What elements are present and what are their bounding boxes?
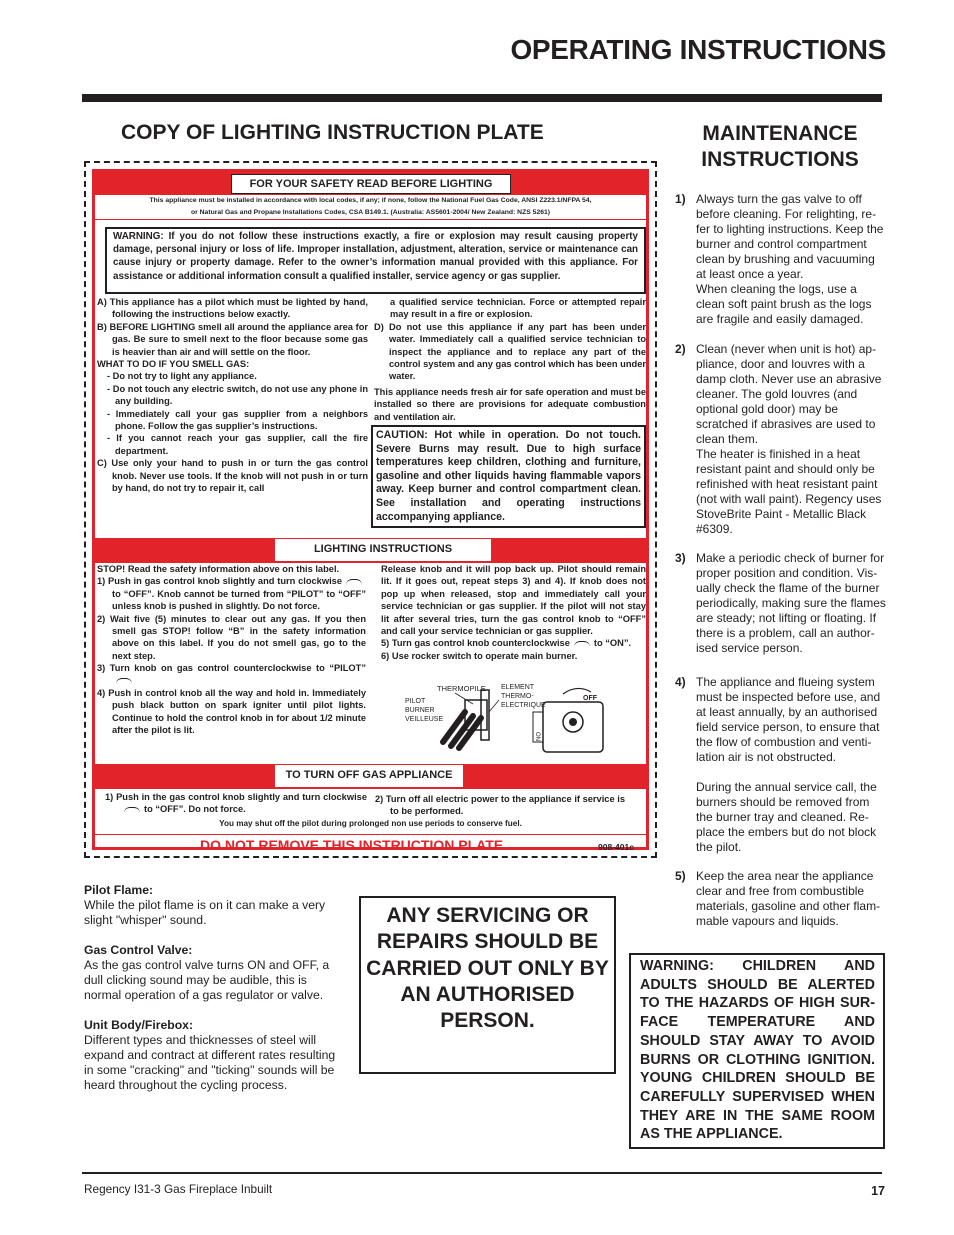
lighting-step-1b: to “OFF”. Knob cannot be turned from “PILOT” to “OFF” unless knob is pushed in slightly. Do not force.	[112, 588, 366, 612]
footer-product: Regency I31-3 Gas Fireplace Inbuilt	[84, 1182, 273, 1196]
maintenance-item-4-text: The appliance and flueing system must be inspected before use, and at least annually, by an authorised field service person, to ensure that the flow of combustion and venti-lation air is not obstructed.	[696, 675, 881, 764]
lighting-step-1	[97, 575, 366, 612]
lighting-step-5	[381, 637, 646, 649]
note-gas-valve	[84, 943, 337, 1003]
safety-item-c: C) Use only your hand to push in or turn the gas control knob. Never use tools. If the knob will not push in or turn by hand, do not try to repair it, call	[97, 458, 368, 494]
lighting-left-column	[97, 563, 366, 737]
smell-gas-3: - Immediately call your gas supplier from a neighbors phone. Follow the gas supplier’s instructions.	[107, 408, 368, 432]
maintenance-item-3-num: 3)	[675, 551, 686, 565]
turnoff-step-1	[105, 791, 367, 816]
turnoff-step-1a: 1) Push in the gas control knob slightly and turn clockwise	[105, 792, 367, 802]
codes-line-1: This appliance must be installed in accordance with local codes, if any; if none, follow the National Fuel Gas Code, ANSI Z223.1/NFPA 54,	[149, 197, 592, 204]
note-unit-body-heading: Unit Body/Firebox:	[84, 1018, 194, 1032]
element-label: ELEMENT	[501, 684, 535, 691]
lighting-step-3	[97, 662, 366, 687]
lighting-step-6: 6) Use rocker switch to operate main burner.	[381, 650, 578, 661]
clockwise-knob-icon	[346, 579, 362, 585]
lighting-plate-heading: COPY OF LIGHTING INSTRUCTION PLATE	[121, 121, 544, 144]
fresh-air-note: This appliance needs fresh air for safe operation and must be installed so there are provisions for adequate combustion and ventilation air.	[374, 386, 646, 422]
lighting-step-2: 2) Wait five (5) minutes to clear out any gas. If you then smell gas STOP! follow “B” in the safety information above on this label. If you do not smell gas, go to the next step.	[97, 613, 366, 661]
turnoff-step-1-text	[105, 791, 367, 816]
safety-item-a: A) This appliance has a pilot which must be lighted by hand, following the instructions below exactly.	[97, 297, 368, 320]
maintenance-item-2	[675, 342, 887, 537]
maintenance-item-4-text2: During the annual service call, the burners should be removed from the burner tray and cleaned. Re-place the embers but do not block the pilot.	[696, 780, 877, 854]
smell-gas-1: - Do not try to light any appliance.	[107, 371, 257, 382]
note-unit-body-text: Different types and thicknesses of steel will expand and contract at different rates resulting in some "cracking" and "ticking" sounds will be heard throughout the cycling process.	[84, 1033, 336, 1092]
lighting-step-5a: 5) Turn gas control knob counterclockwise	[381, 638, 570, 649]
safety-right-column	[374, 296, 646, 423]
plate-border	[92, 169, 649, 853]
safety-left-column	[97, 296, 368, 495]
lighting-right-column	[381, 563, 646, 662]
stop-note: STOP! Read the safety information above on this label.	[97, 564, 340, 574]
do-not-remove-label: DO NOT REMOVE THIS INSTRUCTION PLATE	[200, 837, 504, 853]
plate-code: 908-401c	[598, 842, 634, 852]
maintenance-item-5-num: 5)	[675, 869, 686, 883]
burner-label: BURNER	[405, 707, 435, 714]
clockwise-knob-icon-2	[124, 807, 140, 813]
page-title: OPERATING INSTRUCTIONS	[510, 34, 886, 65]
off-label: OFF	[583, 695, 597, 702]
counterclockwise-knob-icon-2	[574, 641, 590, 647]
turnoff-step-2-text: 2) Turn off all electric power to the appliance if service is to be performed.	[375, 794, 625, 817]
maintenance-item-1-text2: When cleaning the logs, use a clean soft paint brush as the logs are fragile and easily damaged.	[696, 282, 872, 326]
on-label: ON	[534, 732, 540, 741]
maintenance-item-3	[675, 551, 887, 656]
maintenance-heading-line2: INSTRUCTIONS	[701, 148, 859, 171]
page-number: 17	[871, 1184, 885, 1198]
maintenance-item-2-text2: The heater is finished in a heat resistant paint and should only be refinished with heat resistant paint (not with wall paint). Regency uses StoveBrite Paint - Metallic Black #6309.	[696, 447, 882, 536]
thermopile-label: THERMOPILE	[437, 684, 486, 693]
smell-gas-heading: WHAT TO DO IF YOU SMELL GAS:	[97, 359, 250, 370]
smell-gas-2: - Do not touch any electric switch, do not use any phone in any building.	[107, 383, 368, 407]
maintenance-item-5-text: Keep the area near the appliance clear and free from combustible materials, gasoline and other flam-mable vapours and liquids.	[696, 869, 881, 928]
instruction-plate	[84, 161, 657, 858]
turnoff-title: TO TURN OFF GAS APPLIANCE	[275, 765, 463, 787]
children-warning: WARNING: CHILDREN AND ADULTS SHOULD BE ALERTED TO THE HAZARDS OF HIGH SUR-FACE TEMPERATURE AND SHOULD STAY AWAY TO AVOID BURNS OR CLOTHING IGNITION. YOUNG CHILDREN SHOULD BE CAREFULLY SUPERVISED WHEN THEY ARE IN THE SAME ROOM AS THE APPLIANCE.	[629, 953, 885, 1149]
safety-title: FOR YOUR SAFETY READ BEFORE LIGHTING	[231, 174, 511, 194]
pilot-label: PILOT	[405, 698, 426, 705]
maintenance-item-5	[675, 869, 887, 929]
caution-box: CAUTION: Hot while in operation. Do not touch. Severe Burns may result. Due to high surface temperatures keep children, clothing and furniture, gasoline and other liquids having flammable vapors away. Keep burner and control compartment clean. See installation and operating instructions accompanying appliance.	[371, 425, 646, 528]
note-pilot-flame-text: While the pilot flame is on it can make a very slight "whisper" sound.	[84, 898, 326, 927]
lighting-step-3a: 3) Turn knob on gas control counterclockwise to “PILOT”	[97, 663, 366, 674]
note-gas-valve-text: As the gas control valve turns ON and OFF, a dull clicking sound may be audible, this is normal operation of a gas regulator or valve.	[84, 958, 330, 1002]
warning-box: WARNING: If you do not follow these instructions exactly, a fire or explosion may result causing property damage, personal injury or loss of life. Improper installation, adjustment, alteration, service or maintenance can cause injury or property damage. Refer to the owner’s information manual provided with this appliance. For assistance or additional information consult a qualified installer, service agency or gas supplier.	[105, 227, 646, 294]
turnoff-step-1b: to “OFF”. Do not force.	[144, 804, 246, 815]
veilleuse-label: VEILLEUSE	[405, 716, 444, 723]
note-pilot-flame-heading: Pilot Flame:	[84, 883, 154, 897]
title-rule	[82, 94, 882, 102]
maintenance-item-2-num: 2)	[675, 342, 686, 356]
lighting-step-1a: 1) Push in gas control knob slightly and turn clockwise	[97, 576, 342, 587]
bottom-red-rule	[95, 834, 646, 835]
electrique-label: ELECTRIQUE	[501, 702, 546, 709]
note-pilot-flame	[84, 883, 337, 928]
smell-gas-4: - If you cannot reach your gas supplier, call the fire department.	[107, 433, 368, 456]
note-unit-body	[84, 1018, 337, 1093]
safety-item-b: B) BEFORE LIGHTING smell all around the appliance area for gas. Be sure to smell next to the floor because some gas is heavier than air and will settle on the floor.	[97, 321, 368, 357]
maintenance-item-1-num: 1)	[675, 192, 686, 206]
gas-control-diagram	[403, 682, 623, 758]
footer-rule	[82, 1172, 882, 1174]
lighting-step-4: 4) Push in control knob all the way and hold in. Immediately push black button on spark igniter until pilot lights. Continue to hold the control knob in for about 1/2 minute after the pilot is lit.	[97, 688, 366, 736]
thermo-label: THERMO-	[501, 693, 534, 700]
maintenance-item-3-text: Make a periodic check of burner for proper position and condition. Vis-ually check the flame of the burner periodically, making sure the flames are steady; not lifting or floating. If there is a problem, call an author-ised service person.	[696, 551, 886, 655]
codes-line-2: or Natural Gas and Propane Installations Codes, CSA B149.1. (Australia: AS5601-2004/ New Zealand: NZS 5261)	[190, 209, 551, 216]
maintenance-item-1-text: Always turn the gas valve to off before cleaning. For relighting, re-fer to lighting instructions. Keep the burner and control compartment clean by brushing and vacuuming at least once a year.	[696, 192, 884, 281]
release-note: Release knob and it will pop back up. Pilot should remain lit. If it goes out, repeat steps 3) and 4). If knob does not pop up when released, stop and immediately call your service technician or gas supplier. If the pilot will not stay lit after several tries, turn the gas control knob to “OFF” and call your service technician or gas supplier.	[381, 564, 646, 637]
counterclockwise-knob-icon	[116, 678, 132, 684]
safety-item-d: D) Do not use this appliance if any part has been under water. Immediately call a qualified service technician to inspect the appliance and to replace any part of the control system and any gas control which has been under water.	[374, 321, 646, 382]
servicing-notice: ANY SERVICING OR REPAIRS SHOULD BE CARRIED OUT ONLY BY AN AUTHORISED PERSON.	[359, 896, 616, 1074]
note-gas-valve-heading: Gas Control Valve:	[84, 943, 193, 957]
safety-item-c-cont: a qualified service technician. Force or attempted repair may result in a fire or explosion.	[390, 297, 646, 320]
shutoff-note: You may shut off the pilot during prolonged non use periods to conserve fuel.	[219, 819, 522, 828]
codes-band	[95, 195, 646, 219]
lighting-step-5b: to “ON”.	[593, 638, 632, 649]
maintenance-item-4	[675, 675, 887, 855]
lighting-title: LIGHTING INSTRUCTIONS	[275, 539, 491, 561]
maintenance-heading-line1: MAINTENANCE	[702, 122, 858, 145]
maintenance-item-4-num: 4)	[675, 675, 686, 689]
maintenance-item-1	[675, 192, 887, 327]
maintenance-item-2-text: Clean (never when unit is hot) ap-pliance, door and louvres with a damp cloth. Never use an abrasive cleaner. The gold louvres (and optional gold door) may be scratched if abrasives are used to clean them.	[696, 342, 882, 446]
turnoff-step-2	[375, 793, 625, 818]
maintenance-heading	[655, 121, 905, 173]
